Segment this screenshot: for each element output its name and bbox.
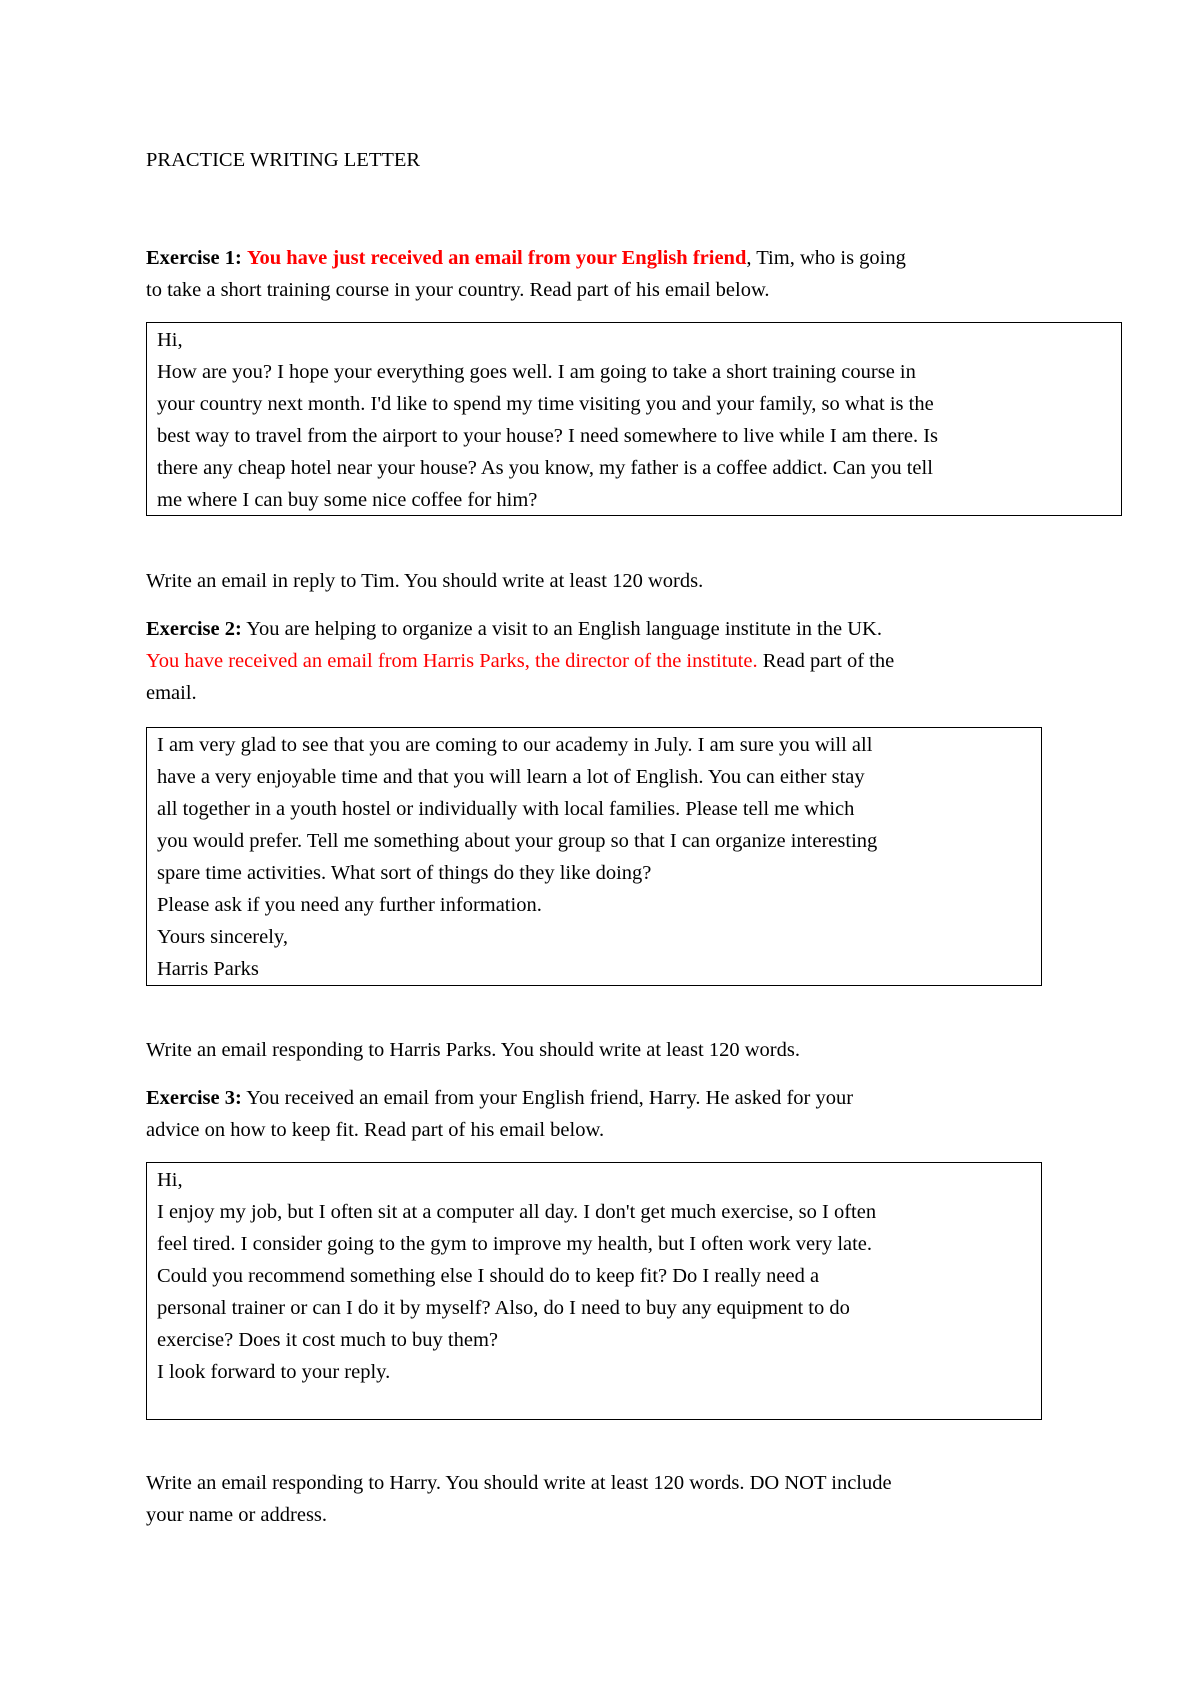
exercise-3-instruction-line-1: Write an email responding to Harry. You should write at least 120 words. DO NOT include (146, 1472, 892, 1494)
exercise-2-email-line: you would prefer. Tell me something about your group so that I can organize interesting (157, 830, 878, 852)
exercise-1-text-line-2: to take a short training course in your country. Read part of his email below. (146, 279, 770, 301)
exercise-3-email-line: exercise? Does it cost much to buy them? (157, 1329, 498, 1351)
exercise-2-highlight: You have received an email from Harris Parks, the director of the institute. (146, 650, 758, 672)
exercise-3-instruction-line-2: your name or address. (146, 1504, 328, 1526)
exercise-1-email-line: How are you? I hope your everything goes well. I am going to take a short training course in (157, 361, 916, 383)
exercise-1-label: Exercise 1: (146, 247, 242, 269)
exercise-1-email-line: best way to travel from the airport to your house? I need somewhere to live while I am there. Is (157, 425, 939, 447)
exercise-2-email-line: Please ask if you need any further information. (157, 894, 542, 916)
exercise-2-text-line-1: You are helping to organize a visit to an English language institute in the UK. (241, 618, 882, 640)
exercise-3-text-line-2: advice on how to keep fit. Read part of his email below. (146, 1119, 605, 1141)
exercise-2-email-line: spare time activities. What sort of things do they like doing? (157, 862, 652, 884)
exercise-1-email-line: your country next month. I'd like to spend my time visiting you and your family, so what is the (157, 393, 934, 415)
exercise-3-prompt (146, 1082, 853, 1146)
exercise-1-text-rest: , Tim, who is going (746, 247, 906, 269)
exercise-2-label: Exercise 2: (146, 618, 242, 640)
exercise-2-prompt (146, 613, 894, 709)
exercise-2-text-rest: Read part of the (757, 650, 895, 672)
exercise-3-email-line: I look forward to your reply. (157, 1361, 391, 1383)
exercise-1-prompt (146, 242, 906, 306)
exercise-3-email-line: Could you recommend something else I should do to keep fit? Do I really need a (157, 1265, 820, 1287)
exercise-3-email-line: personal trainer or can I do it by myself? Also, do I need to buy any equipment to do (157, 1297, 850, 1319)
exercise-2-email-line: Harris Parks (157, 958, 259, 980)
exercise-1-email-line: me where I can buy some nice coffee for him? (157, 489, 538, 511)
exercise-1-email-box (146, 322, 1122, 516)
exercise-1-email-line: there any cheap hotel near your house? As you know, my father is a coffee addict. Can you tell (157, 457, 933, 479)
exercise-2-email-line: have a very enjoyable time and that you will learn a lot of English. You can either stay (157, 766, 865, 788)
exercise-3-email-line: Hi, (157, 1169, 183, 1191)
exercise-3-label: Exercise 3: (146, 1087, 242, 1109)
exercise-3-email-box (146, 1162, 1042, 1420)
exercise-3-email-line: I enjoy my job, but I often sit at a computer all day. I don't get much exercise, so I often (157, 1201, 877, 1223)
exercise-2-email-line: all together in a youth hostel or individually with local families. Please tell me which (157, 798, 855, 820)
exercise-1-email-line: Hi, (157, 329, 183, 351)
exercise-1-highlight: You have just received an email from your English friend (246, 247, 747, 269)
exercise-2-instruction: Write an email responding to Harris Parks. You should write at least 120 words. (146, 1039, 800, 1061)
exercise-1-instruction: Write an email in reply to Tim. You should write at least 120 words. (146, 570, 704, 592)
exercise-2-email-line: I am very glad to see that you are coming to our academy in July. I am sure you will all (157, 734, 873, 756)
exercise-3-instruction (146, 1467, 892, 1531)
page-title: PRACTICE WRITING LETTER (146, 149, 421, 171)
exercise-3-email-line: feel tired. I consider going to the gym to improve my health, but I often work very late. (157, 1233, 873, 1255)
exercise-2-email-line: Yours sincerely, (157, 926, 288, 948)
exercise-2-text-line-3: email. (146, 682, 197, 704)
exercise-2-email-box (146, 727, 1042, 986)
exercise-3-text-line-1: You received an email from your English friend, Harry. He asked for your (241, 1087, 854, 1109)
